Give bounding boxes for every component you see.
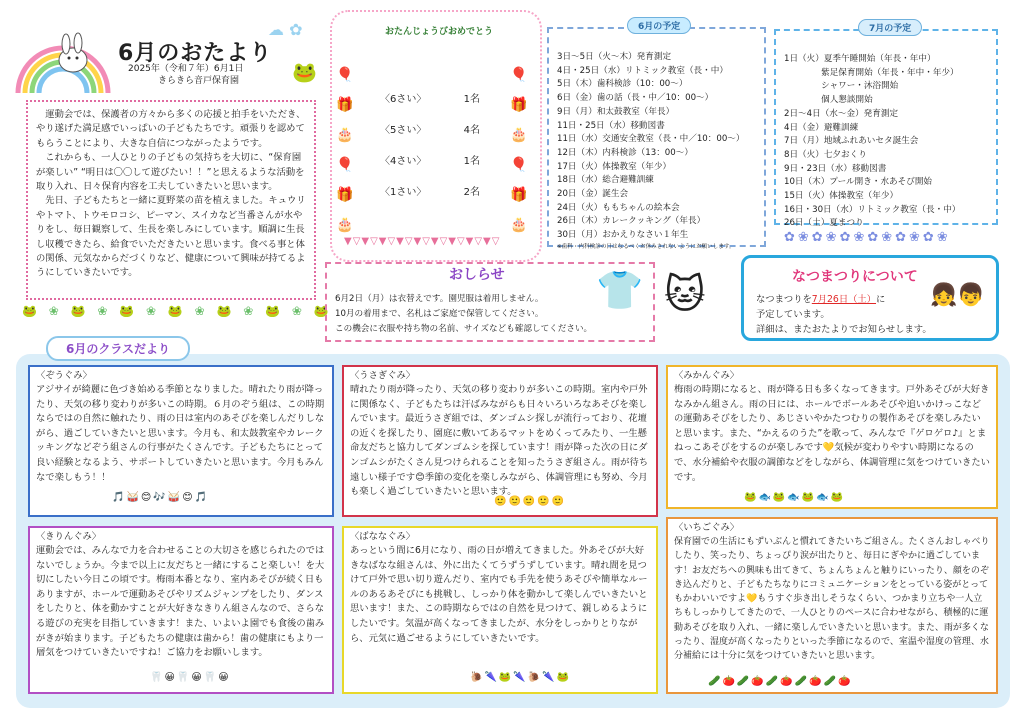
schedule-item: 26日（土）夏まつり: [784, 218, 864, 229]
birthday-title: おたんじょうびおめでとう: [385, 27, 494, 37]
kids-faces-decoration: 🙂🙂🙂🙂🙂: [494, 496, 567, 507]
intro-paragraph: これからも、一人ひとりの子どもの気持ちを大切に、“保育園が楽しい” “明日は〇〇して遊びたい！！”と思えるような活動を取り入れ、日々保育内容を工夫していきたいと思います。: [36, 152, 305, 193]
schedule-note: ※歯科・内科検診の日はなるべくお休みされないようにお願いします。: [557, 243, 735, 250]
schedule-item: 10日（木）プール開き・水あそび開始: [784, 177, 933, 188]
schedule-item: 9日・23日（水）移動図書: [784, 163, 887, 174]
school-name: きらきら音戸保育園: [158, 76, 240, 86]
festival-line: なつまつりを7月26日（土）に: [756, 294, 886, 305]
festival-date: 7月26日（土）: [811, 294, 877, 305]
frog-row-decoration: 🐸🐟🐸🐟🐸🐟🐸: [744, 492, 846, 503]
schedule-item: 1日（火）夏季午睡開始（年長・年中）: [784, 54, 936, 64]
children-row-decoration: 🎵🥁😊🎶🥁😊🎵: [112, 492, 210, 503]
notice-line: 6月2日（月）は衣替えです。園児服は着用しません。: [335, 294, 544, 304]
vegetable-row-decoration: 🥒🍅🥒🍅🥒🍅🥒🍅🥒🍅: [708, 676, 853, 687]
class-body: 晴れたり雨が降ったり、天気の移り変わりが多いこの時期。室内や戸外に関係なく、子どもたちは汗ばみながらも日々いろいろなあそびを楽しんでいます。最近うさぎ組では、ダンゴムシ探しが流行っており、花壇の近くを探したり、園庭に敷いてあるマットをめくってみたり、一生懸命友だちと協力してダンゴムシを探しています！雨が降った次の日にダンゴムシがたくさん見つけられることを知ったうさぎ組さん。雨が待ち遠しい様子です😊季節の変化を楽しみながら、体調管理にも努め、今月も楽しく過ごしていきたいと思います。: [350, 384, 649, 498]
children-brushing-decoration: 🦷😀🦷😀🦷😀: [150, 672, 231, 683]
class-heading: 〈ぞうぐみ〉: [36, 370, 92, 381]
festival-line: 詳細は、またおたよりでお知らせします。: [756, 324, 932, 335]
class-heading: 〈ばななぐみ〉: [350, 531, 416, 542]
class-body: 梅雨の時期になると、雨が降る日も多くなってきます。戸外あそびが大好きなみかん組さん。雨の日には、ホールでボールあそびや追いかけっこなどの運動あそびをしたり、あじさいやかたつむりの製作あそびを楽しみたいと思います。また、“かえるのうた”を歌って、みんなで『ゲロゲロ♪』とまねっこあそびをするのが楽しみです💛気候が変わりやすい時期になるので、水分補給や衣服の調節などをしながら、体調管理に気をつけていきたいです。: [674, 384, 990, 483]
bunting-decoration: ▼▽▼▽▼▽▼▽▼▽▼▽▼▽▼▽▼▽: [344, 236, 501, 247]
class-box-ichigo: [666, 517, 998, 694]
class-section-title: 6月のクラスだより: [46, 336, 190, 361]
shirt-illustration: 👕: [596, 268, 644, 312]
schedule-item: 紫足保育開始（年長・年中・年少）: [784, 67, 959, 78]
schedule-item: 7日（月）地域ふれあいセタ誕生会: [784, 136, 919, 147]
rainbow-illustration: [8, 18, 118, 98]
page-title: 6月のおたより: [118, 41, 273, 66]
schedule-item: 5日（木）歯科検診（10：00～）: [557, 79, 688, 90]
schedule-item: 18日（水）総合避難訓練: [557, 175, 654, 186]
schedule-item: シャワー・沐浴開始: [784, 81, 899, 92]
class-heading: 〈いちごぐみ〉: [674, 522, 740, 533]
schedule-item: 20日（金）誕生会: [557, 189, 629, 200]
schedule-item: 4日（金）避難訓練: [784, 122, 859, 133]
birthday-row: 〈5さい〉 4名: [380, 125, 480, 136]
cloud-icons: ☁ ✿: [268, 20, 303, 39]
schedule-item: 8日（火）七夕おくり: [784, 149, 867, 160]
schedule-item: 9日（月）和太鼓教室（年長）: [557, 106, 675, 117]
balloon-icons: 🎈 🎁 🎂 🎈 🎁 🎂: [336, 67, 354, 233]
notice-title: おしらせ: [449, 267, 505, 283]
class-box-usagi: [342, 365, 658, 517]
snail-row-decoration: 🐌🌂🐸🌂🐌🌂🐸: [470, 672, 572, 683]
cat-illustration: 🐱: [664, 272, 706, 318]
frog-border-decoration: 🐸 ❀ 🐸 ❀ 🐸 ❀ 🐸 ❀ 🐸 ❀ 🐸 ❀ 🐸: [22, 304, 333, 318]
schedule-item: 4日・25日（水）リトミック教室（長・中）: [557, 65, 728, 76]
schedule-item: 24日（火）ももちゃんの絵本会: [557, 202, 680, 213]
schedule-item: 6日（金）歯の話（長・中／10：00～）: [557, 93, 714, 104]
issue-date: 2025年（令和７年）6月1日: [128, 64, 244, 74]
schedule-item: 12日（木）内科検診（13：00～）: [557, 147, 693, 158]
class-heading: 〈うさぎぐみ〉: [350, 370, 416, 381]
schedule-item: 30日（月）おかえりなさい１年生: [557, 230, 689, 241]
class-heading: 〈みかんぐみ〉: [674, 370, 740, 381]
intro-message: [26, 100, 316, 300]
birthday-row: 〈6さい〉 1名: [380, 94, 480, 105]
schedule-item: 16日・30日（水）リトミック教室（長・中）: [784, 204, 961, 215]
intro-paragraph: 先日、子どもたちと一緒に夏野菜の苗を植えました。キュウリやトマト、トウモロコシ、ピーマン、スイカなど当番さんが水やりをし、毎日観察して、生長を楽しみにしています。順調に生長し収穫できたら、給食でいただきたいと思います。食べる事と体の関係、元気なからだづくりなど、健康について興味が持てるようにしていきたいです。: [36, 195, 306, 279]
birthday-row: 〈1さい〉 2名: [380, 187, 480, 198]
birthday-row: 〈4さい〉 1名: [380, 156, 480, 167]
birthday-list: [380, 90, 480, 214]
schedule-item: 11日（水）交通安全教室（長・中／10：00～）: [557, 134, 745, 145]
july-schedule: [774, 24, 998, 229]
festival-line: 予定しています。: [756, 309, 830, 320]
june-schedule-title: 6月の予定: [627, 17, 691, 34]
festival-title: なつまつりについて: [792, 269, 918, 285]
children-illustration: 👧👦: [930, 283, 985, 308]
balloon-icons-right: 🎈 🎁 🎂 🎈 🎁 🎂: [510, 67, 528, 233]
class-body: 運動会では、みんなで力を合わせることの大切さを感じられたのではないでしょうか。今まで以上に友だちと一緒にすること楽しい！を大切にしたい今日この頃です。梅雨本番となり、室内あそびが続く日もありますが、ホールで運動あそびやリズムジャンプをしたり、ダンスをしたりと、体を動かすことが大好きなきりん組さんなので、さらなる遊びの充実を目指していきます！また、いよいよ園でも食後の歯みがきが始まります。子どもたちの健康は歯から！歯の健康にもより一層気をつけていきたいですね！ご協力をお願いします。: [36, 545, 325, 659]
intro-paragraph: 運動会では、保護者の方々から多くの応援と拍手をいただき、やり遂げた満足感でいっぱいの子どもたちです。頑張りを認めてもらうことにより、大きな自信につながったようです。: [36, 109, 306, 149]
class-body: アジサイが綺麗に色づき始める季節となりました。晴れたり雨が降ったり、天気の移り変わりが多いこの時期。６月のぞう組は、この時期ならではの自然に触れたり、雨の日は室内のあそびを楽しんだりしながら、過ごしていきたいと思います。今月も、和太鼓教室やカレークッキングなどぞう組さんの行事がたくさんです。子どもたちにとって良い経験となるよう、サポートしていきたいと思います。今月もみんなで楽しもう！！: [36, 384, 325, 483]
hydrangea-decoration: ✿❀✿❀✿❀✿❀✿❀✿❀: [784, 230, 951, 245]
notice-line: この機会に衣服や持ち物の名前、サイズなども確認してください。: [335, 324, 593, 334]
notice-line: 10月の着用まで、名札はご家庭で保管してください。: [335, 309, 544, 319]
frog-icon: 🐸: [292, 60, 317, 84]
class-box-kirin: [28, 526, 334, 694]
schedule-item: 3日～5日（火～木）発育測定: [557, 52, 672, 62]
class-body: あっという間に6月になり、雨の日が増えてきました。外あそびが大好きなばなな組さんは、外に出たくてうずうずしています。晴れ間を見つけて戸外で思い切り遊んだり、室内でも手先を使うあそびや簡単なルールのあるあそびにも挑戦し、しっかり体を動かして楽しんでいきたいと思います！また、この時期ならではの自然を見つけて、親しめるようにしたいです。気温が高くなってきましたが、水分をしっかりとりながら、元気に過ごせるようにしていきたいです。: [350, 545, 648, 644]
schedule-item: 26日（木）カレークッキング（年長）: [557, 216, 706, 227]
schedule-item: 11日・25日（水）移動図書: [557, 120, 665, 131]
june-schedule: [547, 22, 766, 250]
class-heading: 〈きりんぐみ〉: [36, 531, 102, 542]
july-schedule-title: 7月の予定: [858, 19, 922, 36]
schedule-item: 15日（火）体操教室（年少）: [784, 191, 899, 202]
class-body: 保育園での生活にもずいぶんと慣れてきたいちご組さん。たくさんおしゃべりしたり、笑ったり、ちょっぴり涙が出たりと、毎日にぎやかに過ごしています！お友だちへの興味も出てきて、ちょんちょんと触りにいったり、顔をのぞき込んだりと、子どもたちなりにコミュニケーションをとっている姿がとってもかわいいですよ💛もうすぐ歩き出しそうなくらい、つかまり立ちや一人立ちもしっかりしてきたので、一人ひとりのペースに合わせながら、積極的に運動あそびを取り入れ、一緒に楽しんでいきたいと思います。また、雨が多くなったり、湿度が高くなったりといった季節になるので、室温や湿度の管理、水分補給には十分に気をつけていきたいと思います。: [674, 537, 990, 662]
schedule-item: 個人懇談開始: [784, 95, 873, 106]
schedule-item: 2日～4日（水～金）発育測定: [784, 108, 899, 119]
schedule-item: 17日（火）体操教室（年少）: [557, 161, 672, 172]
class-box-banana: [342, 526, 658, 694]
class-box-mikan: [666, 365, 998, 509]
